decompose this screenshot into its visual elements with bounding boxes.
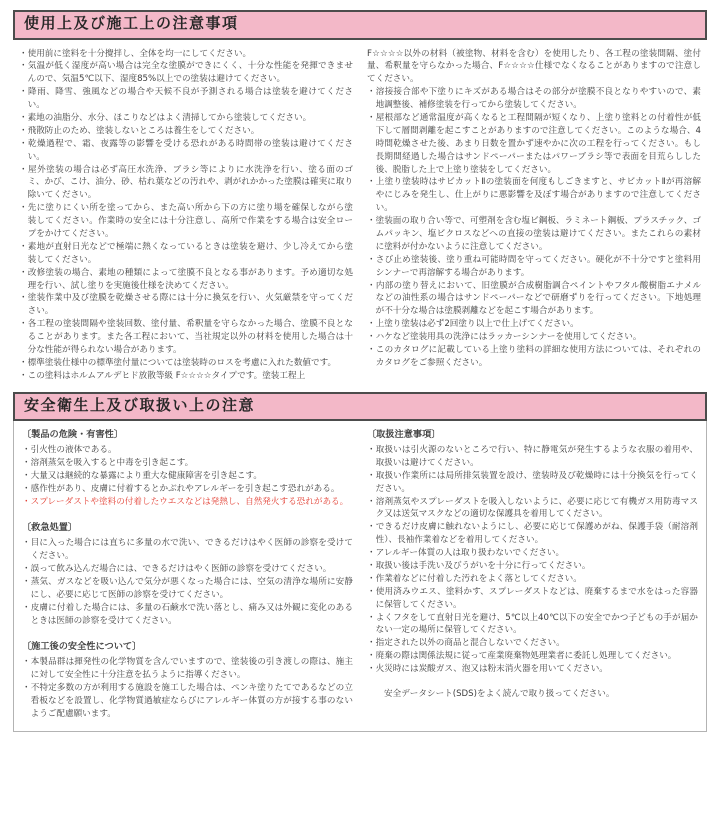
list-item: ・屋外塗装の場合は必ず高圧水洗浄、ブラシ等によりに水洗浄を行い、塗る面のゴミ、かび、こけ、油分、砂、枯れ葉などの汚れや、剥がれかかった塗膜は確実に取り除いてください。 [19,164,353,201]
list-item: ・上塗り塗装は必ず2回塗り以上で仕上げてください。 [367,319,579,330]
list-item: ・使用済みウエス、塗料かす、スプレーダストなどは、廃棄するまで水をはった容器に保管してください。 [367,586,698,610]
group-spacer [22,508,353,520]
list-item: ・素地の油脂分、水分、ほこりなどはよく清掃してから塗装してください。 [19,112,312,123]
list-item: ・取扱い作業所には局所排気装置を設け、塗装時及び乾燥時には十分換気を行ってください。 [367,470,698,494]
group-heading: 〔製品の危険・有害性〕 [22,429,124,441]
list-item: ・降雨、降雪、強風などの場合や天候不良が予測される場合は塗装を避けてください。 [19,87,353,111]
list-item: ・屋根部など通常温度が高くなると工程間隔が短くなり、上塗り塗料との付着性が低下して層間剥離を起こすことがありますので注意してください。このような場合、4時間乾燥させた後、あまり日数を置かず速やかに次の工程を行ってください。もし長期間経過した場合はサンドペーパーまたはパワーブラシ等で表面を目荒らしした後、脱脂した上で上塗り塗装をしてください。 [367,112,701,175]
list-item: ・取扱い後は手洗い及びうがいを十分に行ってください。 [367,560,591,571]
list-item: ・塗装面の取り合い等で、可塑剤を含む塩ビ鋼板、ラミネート鋼板、プラスチック、ゴムパッキン、塩ビクロスなどへの直接の塗装は避けてください。またこれらの素材に塗料が付かないように注意してください。 [367,216,701,252]
list-item: ・溶接接合部や下塗りにキズがある場合はその部分が塗膜不良となりやすいので、素地調整後、補修塗装を行ってから塗装してください。 [367,87,701,111]
list-item: ・さび止め塗装後、塗り重ね可能時間を守ってください。硬化が不十分ですと塗料用シンナーで再溶解する場合があります。 [367,254,701,278]
list-item: ・不特定多数の方が利用する施設を施工した場合は、ペンキ塗りたてであるなどの立看板などを設置し、化学物質過敏症ならびにアレルギー体質の方が接する事のないようご配慮願います。 [22,683,353,719]
list-item: F☆☆☆☆以外の材料（被塗物、材料を含む）を使用したり、各工程の塗装間隔、塗付量、希釈量を守らなかった場合、F☆☆☆☆仕様でなくなることがありますので注意してください。 [367,48,701,85]
list-item: ・本製品群は揮発性の化学物質を含んでいますので、塗装後の引き渡しの際は、施主に対して安全性に十分注意を払うように指導ください。 [22,657,353,681]
list-item: ・乾燥過程で、霜、夜露等の影響を受ける恐れがある時間帯の塗装は避けてください。 [19,138,353,162]
group-spacer [22,627,353,639]
group-heading: 〔取扱注意事項〕 [367,429,441,441]
list-item: ・引火性の液体である。 [22,444,117,455]
safety-right-column [367,427,698,721]
list-item: ・廃棄の際は関係法規に従って産業廃棄物処理業者に委託し処理してください。 [367,651,677,662]
warning-list-item: ・スプレーダストや塗料の付着したウエスなどは発熱し、自然発火する恐れがある。 [22,496,349,507]
list-item: ・皮膚に付着した場合には、多量の石鹸水で洗い落とし、痛み又は外観に変化のあるときは医師の診察を受けてください。 [22,602,353,626]
list-item: ・この塗料はホルムアルデヒド放散等級 F☆☆☆☆タイプです。塗装工程上 [19,370,306,381]
list-item: 安全データシート(SDS)をよく読んで取り扱ってください。 [384,688,615,699]
section-usage-notes [13,10,707,383]
list-item: ・アレルギー体質の人は取り扱わないでください。 [367,548,565,559]
list-item: ・先に塗りにくい所を塗ってから、また高い所から下の方に塗り場を確保しながら塗装してください。作業時の安全には十分注意し、高所で作業をする場合は安全ロープをかけてください。 [19,203,353,239]
section-usage-title: 使用上及び施工上の注意事項 [13,10,707,40]
list-item: ・溶剤蒸気やスプレーダストを吸入しないように、必要に応じて有機ガス用防毒マスク又は送気マスクなどの適切な保護具を着用してください。 [367,496,698,520]
section-safety-title: 安全衛生上及び取扱い上の注意 [13,392,707,422]
list-item: ・このカタログに記載している上塗り塗料の詳細な使用方法については、それぞれのカタログをご参照ください。 [367,344,701,368]
section-divider-gap [13,383,707,392]
list-item: ・できるだけ皮膚に触れないようにし、必要に応じて保護めがね、保護手袋（耐溶剤性）、長袖作業着などを着用してください。 [367,522,698,546]
list-item: ・指定された以外の商品と混合しないでください。 [367,638,565,649]
list-item: ・感作性があり、皮膚に付着するとかぶれやアレルギーを引き起こす恐れがある。 [22,483,340,494]
section-safety-columns [14,421,706,731]
section-usage-columns [13,40,707,383]
list-item: ・塗装作業中及び塗膜を乾燥させる際には十分に換気を行い、火気厳禁を守ってください。 [19,293,353,317]
safety-left-column [22,427,353,721]
list-item: ・内部の塗り替えにおいて、旧塗膜が合成樹脂調合ペイントやフタル酸樹脂エナメルなどの油性系の場合はサンドペーパーなどで研磨ずりを行ってください。下地処理が不十分な場合は塗膜剥離などを起こす場合があります。 [367,280,701,317]
list-item: ・火災時には炭酸ガス、泡又は粉末消火器を用いてください。 [367,664,608,675]
list-item: ・各工程の塗装間隔や塗装回数、塗付量、希釈量を守らなかった場合、塗膜不良となることがあります。また各工程において、当社規定以外の材料を使用した場合は十分な性能が得られない場合があります。 [19,319,353,355]
list-item: ・作業着などに付着した汚れをよく落としてください。 [367,573,582,584]
usage-left-column [19,48,353,383]
list-item: ・素地が直射日光などで極端に熱くなっているときは塗装を避け、少し冷えてから塗装してください。 [19,241,353,265]
list-item: ・改修塗装の場合、素地の種類によって塗膜不良となる事があります。予め適切な処理を行い、試し塗りを実施後仕様を決めてください。 [19,267,353,291]
list-item: ・標準塗装仕様中の標準塗付量については塗装時のロスを考慮に入れた数値です。 [19,357,337,368]
list-item: ・気温が低く湿度が高い場合は完全な塗膜ができにくく、十分な性能を発揮できませんので、気温5℃以下、湿度85%以上での塗装は避けてください。 [19,61,353,85]
list-item: ・溶剤蒸気を吸入すると中毒を引き起こす。 [22,457,194,468]
group-heading: 〔救急処置〕 [22,522,78,534]
list-item: ・目に入った場合には直ちに多量の水で洗い、できるだけはやく医師の診察を受けてください。 [22,538,353,562]
usage-right-column [367,48,701,383]
list-item: ・上塗り塗装時はサビカットⅡの塗装面を何度もしごきますと、サビカットⅡが再溶解やにじみを発生し、仕上がりに悪影響を及ぼす場合がありますので注意してください。 [367,177,701,214]
list-item: ・蒸気、ガスなどを吸い込んで気分が悪くなった場合には、空気の清浄な場所に安静にし、必要に応じて医師の診察を受けてください。 [22,576,353,600]
list-item: ・飛散防止のため、塗装しないところは養生をしてください。 [19,125,260,136]
section-safety-notes [13,392,707,732]
group-heading: 〔施工後の安全性について〕 [22,641,142,653]
list-item: ・ハケなど塗装用具の洗浄にはラッカーシンナーを使用してください。 [367,332,642,343]
list-item: ・大量又は継続的な暴露により重大な健康障害を引き起こす。 [22,470,262,481]
list-item: ・誤って飲み込んだ場合には、できるだけはやく医師の診察を受けてください。 [22,563,332,574]
list-item: ・使用前に塗料を十分攪拌し、全体を均一にしてください。 [19,48,252,59]
list-item: ・よくフタをして直射日光を避け、5℃以上40℃以下の安全でかつ子どもの手が届かない一定の場所に保管してください。 [367,612,698,636]
list-item: ・取扱いは引火源のないところで行い、特に静電気が発生するような衣服の着用や、取扱いは避けてください。 [367,444,698,468]
